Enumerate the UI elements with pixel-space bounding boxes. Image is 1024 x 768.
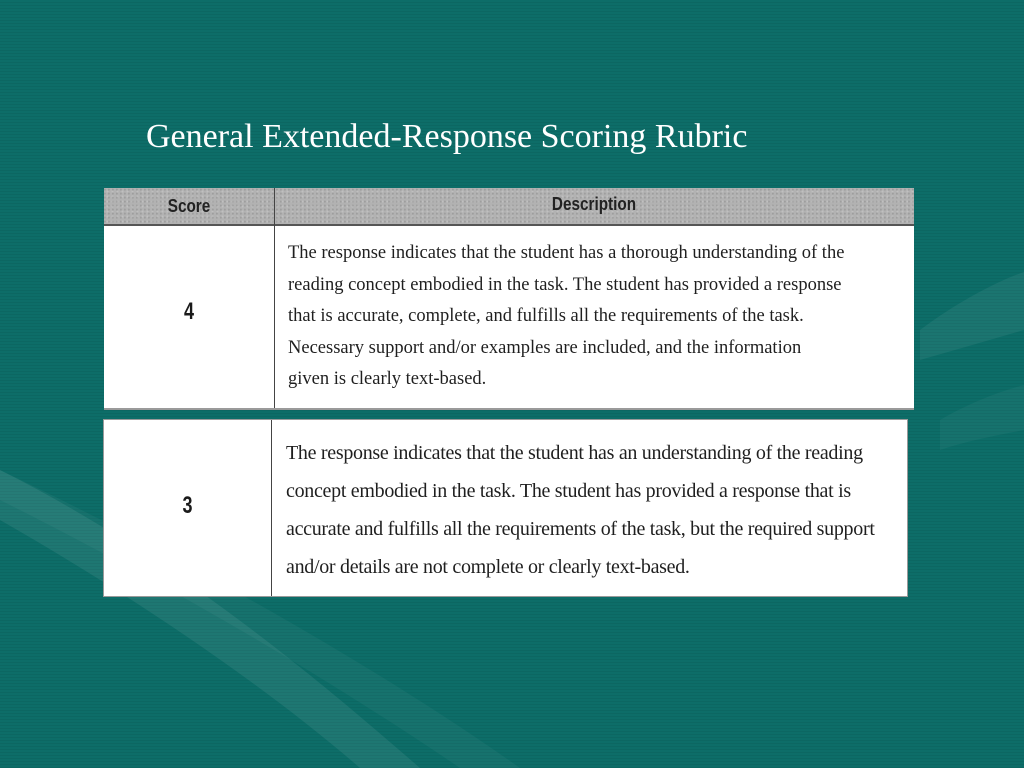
description-line: reading concept embodied in the task. The student has provided a response [288, 274, 842, 295]
column-divider [274, 188, 275, 408]
score-value: 4 [183, 298, 195, 325]
description-line: concept embodied in the task. The student has provided a response that is [286, 480, 851, 502]
description-line: The response indicates that the student has a thorough understanding of the [288, 243, 845, 263]
score-description [288, 238, 898, 396]
column-divider [271, 420, 272, 596]
slide-title: General Extended-Response Scoring Rubric [146, 118, 748, 155]
description-line: The response indicates that the student has an understanding of the reading [286, 442, 863, 464]
rubric-table-score-4 [104, 188, 914, 410]
score-value: 3 [182, 492, 193, 519]
description-line: that is accurate, complete, and fulfills all the requirements of the task. [288, 306, 804, 326]
table-header-row [104, 188, 914, 226]
score-description [286, 434, 896, 586]
description-line: and/or details are not complete or clearly text-based. [286, 556, 690, 578]
rubric-table-score-3 [103, 419, 908, 597]
description-line: accurate and fulfills all the requirements of the task, but the required support [286, 518, 875, 540]
header-description-label: Description [551, 194, 637, 214]
description-line: given is clearly text-based. [288, 369, 487, 389]
header-score-label: Score [167, 196, 211, 216]
description-line: Necessary support and/or examples are included, and the information [288, 337, 802, 358]
